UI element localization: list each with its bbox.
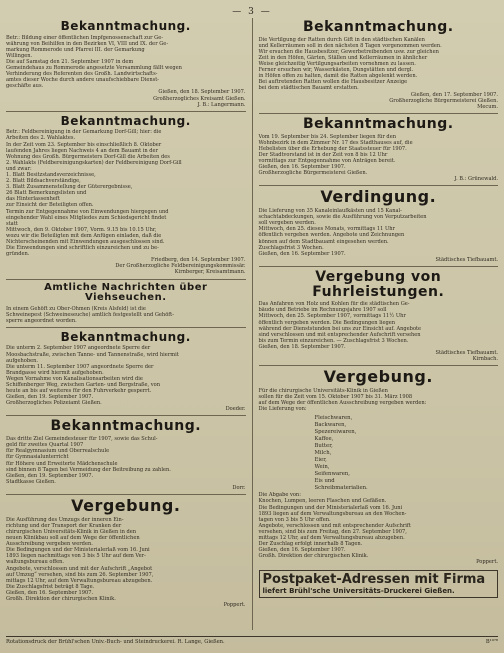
- notice-divider: [259, 365, 499, 366]
- notice-heading: Bekanntmachung.: [50, 418, 202, 435]
- notice-signature: Doeder.: [225, 406, 246, 413]
- notice: [6, 115, 246, 276]
- right-column: [252, 18, 499, 630]
- notice-heading: Vergebung.: [323, 367, 433, 387]
- supply-item: Eis und: [314, 478, 335, 485]
- supply-item: Schreibmaterialien.: [314, 485, 368, 492]
- notice-heading: Bekanntmachung.: [60, 113, 191, 128]
- notice-signature: Gießen, den 18. September 1907. Großherzogliches Kreisamt Gießen. J. B.: Langermann.: [153, 89, 246, 108]
- supply-item: Spezereiwaren,: [314, 429, 357, 436]
- advertisement-box: [259, 570, 499, 598]
- notice-divider: [6, 415, 246, 416]
- notice-body: Betr.: Feldbereinigung in der Gemarkung Dorf-Gill; hier: die Arbeiten des 2. Wahlaktes. In der Zeit vom 23. September bis einschließlich 8. Oktober laufenden Jahres liegen Nachweis 4 an dem Bauamt in der Wohnung des Großh. Bürgermeisters Dorf-Gill die Arbeiten des 2. Wahlakts (Feldbereinigungskarten) der Feldbereinigung Dorf-Gill und zwar: 1. Blatt Besitzstandsverzeichnisse, 2. Blatt Bildsachverständige, 3. Blatt Zusammenstellung der Güterergebnisse, 26 Blatt Bemerkungslisten und das Hinterlassenheft zur Einsicht der Beteiligten offen. Termin zur Entgegennahme von Einwendungen hiergegen und eingehender Wahl eines Mitgliedes zum Schiedsgericht findet statt Mittwoch, den 9. Oktober 1907, Vorm. 9.15 bis 10.15 Uhr, wozu wir die Beteiligten mit dem Anfügen einladen, daß die Nichterscheinenden mit Einwendungen ausgeschlossen sind. Die Einwendungen sind schriftlich einzureichen und zu be- gründen.: [6, 129, 182, 258]
- notice-heading: Bekanntmachung.: [60, 329, 191, 344]
- notice: [6, 498, 246, 608]
- notice-heading: Bekanntmachung.: [302, 19, 454, 35]
- notice: [6, 331, 246, 413]
- notice: [259, 20, 499, 110]
- notice-heading: Bekanntmachung.: [60, 19, 191, 33]
- notice-signature: J. B.: Grünewald.: [454, 176, 498, 183]
- supply-item: Seifenwaren,: [314, 471, 350, 478]
- notice-body: Vom 19. September bis 24. September liegen für den Wohnbezirk in dem Zimmer Nr. 17 des Stadthauses auf, die Hebelisten über die Erhebung der Staatssteuer für 1907. Der Stadtvorstand ist in der Zeit von 8 bis 12 Uhr vormittags zur Entgegennahme von Anträgen bereit. Gießen, den 16. September 1907. Großherzogliche Bürgermeisterei Gießen.: [258, 133, 413, 177]
- supply-item: Backwaren,: [314, 422, 347, 429]
- supply-item: Wein,: [314, 464, 330, 471]
- notice: [6, 419, 246, 491]
- notice-body: In einem Gehöft zu Ober-Ohmen (Kreis Alsfeld) ist die Schweinepest (Schweineseuche) amtlich festgestellt und Gehöft- sperre angeordnet worden.: [6, 305, 174, 324]
- supply-items-list: [259, 415, 499, 492]
- notice-body: Für die chirurgische Universitäts-Klinik in Gießen sollen für die Zeit vom 15. Oktober 1907 bis 31. März 1908 auf dem Wege der öffentlichen Ausschreibung vergeben werden: Die Lieferung von:: [258, 388, 427, 413]
- notice: [6, 20, 246, 108]
- ad-subtitle: liefert Brühl'sche Universitäts-Druckerei Gießen.: [262, 586, 455, 595]
- notice-divider: [6, 279, 246, 280]
- notice-signature: Poppert.: [223, 602, 246, 609]
- footer-imprint: Rotationsdruck der Brühl'schen Univ.-Buch- und Steindruckerei. R. Lange, Gießen.: [6, 639, 225, 645]
- notice-body: Das dritte Ziel Gemeindesteuer für 1907, sowie das Schul- geld für zweites Quartal 1907 für Realgymnasium und Oberrealschule für Gymnasialunterricht für Höhere und Erweiterte Mädchenschule sind binnen 8 Tagen bei Vermeidung der Beitreibung zu zahlen. Gießen, den 19. September 1907. Stadtkasse Gießen.: [6, 436, 171, 485]
- notice-heading: Vergebung.: [71, 496, 181, 515]
- notice: [259, 189, 499, 263]
- notice-divider: [6, 111, 246, 112]
- notice-heading: Vergebung von Fuhrleistungen.: [312, 268, 445, 300]
- notice: [259, 270, 499, 362]
- supply-item: Eier,: [314, 457, 327, 464]
- printer-footer: [6, 636, 498, 645]
- notice-heading: Amtliche Nachrichten über Viehseuchen.: [44, 281, 208, 304]
- ad-title: Postpaket-Adressen mit Firma: [262, 571, 486, 587]
- supply-item: Kaffee,: [314, 436, 334, 443]
- notice-divider: [6, 327, 246, 328]
- tail-body: Die Abgabe von: Knochen, Lumpen, leeren Flaschen und Gefäßen. Die Bedingungen und der Ministerialerlaß vom 16. Juni 1893 liegen auf dem Verwaltungsbureau an den Wochen- tagen von 3 bis 5 Uhr offen. Angebote, verschlossen und mit entsprechender Aufschrift versehen, sind bis zum Freitag, den 27. September 1907, mittags 12 Uhr, auf dem Verwaltungsbureau abzugeben. Der Zuschlag erfolgt innerhalb 8 Tagen. Gießen, den 16. September 1907. Großh. Direktion der chirurgischen Klinik.: [258, 492, 411, 560]
- notice: [259, 117, 499, 182]
- tail-signature: Poppert.: [476, 559, 498, 566]
- supply-item: Butter,: [314, 443, 333, 450]
- notice-body: Das Anfahren von Holz und Kohlen für die städtischen Ge- bäude und Betriebe im Rechnungsjahre 1907 soll Mittwoch, den 25. September 1907, vormittags 11½ Uhr öffentlich vergeben werden. Die Bedingungen liegen während der Dienststunden bei uns zur Einsicht auf. Angebote sind verschlossen und mit entsprechender Aufschrift versehen bis zum Termin einzureichen. — Zuschlagsfrist 3 Wochen. Gießen, den 18. September 1907.: [258, 301, 422, 350]
- notice-divider: [259, 185, 499, 186]
- notice-signature: Städtisches Tiefbauamt. Kirnbach.: [435, 350, 498, 363]
- notice: [259, 369, 499, 412]
- notice-signature: Friedberg, den 14. September 1907. Der Großherzogliche Feldbereinigungskommissär. Kirnberger, Kreisamtmann.: [115, 257, 246, 276]
- notice-heading: Verdingung.: [320, 187, 437, 207]
- notice-heading: Bekanntmachung.: [302, 115, 454, 132]
- notice-signature: Dorr.: [232, 484, 246, 491]
- notice-body: Die unterm 2. September 1907 angeordnete Sperre der Moosbachstraße, zwischen Tanne- und Tannenstraße, wird hiermit aufgehoben. Die unterm 11. September 1907 angeordnete Sperre der Brandgasse wird hiermit aufgehoben. Wegen Vornahme von Kanalisationsarbeiten wird die Schiffenberger Weg, zwischen Garten- und Bergstraße, von heute an bis auf weiteres für den Fuhrverkehr gesperrt. Gießen, den 19. September 1907. Großherzogliches Polizeiamt Gießen.: [6, 345, 179, 407]
- page-number: — 3 —: [232, 7, 272, 17]
- notice-divider: [6, 494, 246, 495]
- notice-body: Betr.: Bildung einer öffentlichen Impfgenossenschaft zur Ge- währung von Beihilfen in den Bezirken VI, VIII und IX. der Ge- markung Rommerode und Pfarrei III. der Gemarkung Willingen. Die auf Samstag den 21. September 1907 in dem Gemeindehaus zu Rommerode angesetzte Versammlung fällt wegen Verhinderung des Referenten des Großh. Landwirtschafts- amtes dieser Woche durch andere unaufschiebbare Dienst- geschäfte aus.: [6, 34, 182, 90]
- notice-signature: Städtisches Tiefbauamt.: [435, 256, 498, 263]
- footer-mark: B¹⁹⁷⁸: [485, 639, 498, 645]
- notice-divider: [259, 113, 499, 114]
- supply-item: Milch,: [314, 450, 332, 457]
- notice-body: Die Lieferung von 35 Kanaleinlaufkästen und 15 Kanal- schachtabdeckungen, sowie die Ausführung von Verputzarbeiten soll vergeben werden. Mittwoch, den 25. dieses Monats, vormittags 11 Uhr öffentlich vergeben werden. Angebote und Zeichnungen können auf dem Stadtbauamt eingesehen werden. Zuschlagsfrist 3 Wochen. Gießen, den 16. September 1907.: [258, 208, 427, 257]
- notice-signature: Gießen, den 17. September 1907. Großherzogliche Bürgermeisterei Gießen. Mecum.: [389, 91, 498, 110]
- notice-body: Die Vertilgung der Ratten durch Gift in den städtischen Kanälen und Kellerräumen soll in den nächsten 8 Tagen vorgenommen werden. Wir ersuchen die Hausbesitzer, Gewerbetreibenden usw. zur gleichen Zeit in den Höfen, Gärten, Ställen und Kellerräumen in ähnlicher Weise gleichzeitig Vertilgungsarbeiten vornehmen zu lassen. Ferner ersuchen wir, Wasserkästen, Dungstätten und dergl. in Höfen offen zu halten, damit die Ratten abgelenkt werden. Bei auftretenden Ratten wollen die Hausbesitzer Anzeige bei dem städtischen Bauamt erstatten.: [258, 36, 442, 92]
- left-column: [6, 18, 246, 630]
- supply-item: Fleischwaren,: [314, 415, 353, 422]
- notice-body: Die Ausführung des Umzugs der inneren Ein- richtung und der Transport der Kranken der chirurgischen Universitäts-Klinik in Gießen in den neuen Klinikbau soll auf dem Wege der öffentlichen Ausschreibung vergeben werden. Die Bedingungen und der Ministerialerlaß vom 16. Juni 1893 liegen nachmittags von 3 bis 5 Uhr auf dem Ver- waltungsbureau offen. Angebote, verschlossen und mit der Aufschrift „Angebot auf Umzug“ versehen, sind bis zum 26. September 1907, mittags 12 Uhr, auf dem Verwaltungsbureau abzugeben. Die Zuschlagsfrist beträgt 8 Tage. Gießen, den 16. September 1907. Großh. Direktion der chirurgischen Klinik.: [6, 516, 154, 603]
- notice: [6, 283, 246, 324]
- notice-divider: [259, 266, 499, 267]
